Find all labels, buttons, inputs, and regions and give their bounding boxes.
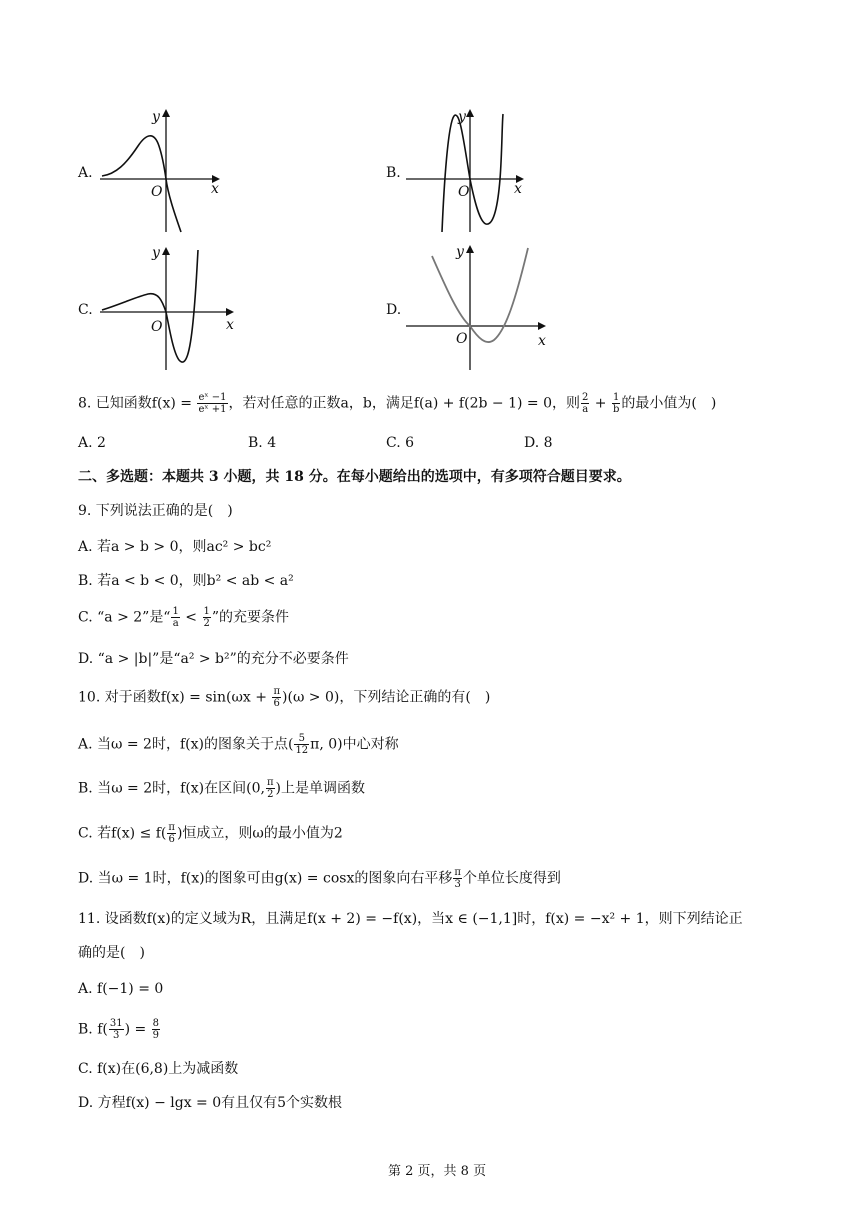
q9-stem: 9. 下列说法正确的是( )	[78, 503, 233, 519]
graph-a-y-label: y	[152, 109, 160, 125]
q10-stem-fraction	[272, 686, 281, 709]
q10-stem-fd: 6	[273, 698, 280, 709]
q11-option-d: D. 方程f(x) − lgx = 0有且仅有5个实数根	[78, 1095, 343, 1111]
q9-option-b: B. 若a < b < 0，则b² < ab < a²	[78, 573, 294, 589]
q8-option-c: C. 6	[386, 435, 415, 451]
q8-prefix: 8. 已知函数f(x) =	[78, 395, 197, 412]
q10-b-post: )上是单调函数	[275, 780, 366, 797]
q8-f2-num: 1	[613, 392, 620, 403]
q9-c-f1-den: a	[172, 618, 179, 629]
q8-plus: +	[590, 395, 611, 412]
graph-c-x-label: x	[226, 317, 234, 333]
q11-option-c: C. f(x)在(6,8)上为减函数	[78, 1061, 239, 1077]
q9-c-post: ”的充要条件	[211, 609, 290, 626]
q10-stem-fn: π	[273, 686, 281, 697]
q10-a-fd: 12	[295, 745, 309, 756]
q8-option-b: B. 4	[248, 435, 277, 451]
q10-a-post: π, 0)中心对称	[310, 736, 399, 753]
graph-b-y-label: y	[458, 109, 466, 125]
q11-option-a: A. f(−1) = 0	[78, 981, 164, 997]
q8-f1-num: 2	[581, 392, 589, 403]
q10-stem	[78, 686, 490, 709]
graph-d-y-label: y	[456, 244, 464, 260]
q8-f2-den: b	[613, 404, 620, 415]
q9-option-d: D. “a > |b|”是“a² > b²”的充分不必要条件	[78, 651, 349, 667]
q8-option-a: A. 2	[78, 435, 106, 451]
graph-c	[96, 242, 241, 374]
q10-c-fd: 6	[168, 834, 175, 845]
q10-d-post: 个单位长度得到	[462, 870, 561, 887]
q8-frac-num: eˣ −1	[198, 392, 227, 403]
graph-d	[402, 238, 552, 374]
q9-c-pre: C. “a > 2”是“	[78, 609, 171, 626]
q8-f1-den: a	[582, 404, 589, 415]
q10-option-a	[78, 733, 399, 756]
q10-b-fn: π	[266, 777, 274, 788]
q10-option-d	[78, 867, 561, 890]
graph-a-origin-label: O	[151, 184, 163, 200]
q8-frac-den: eˣ +1	[198, 404, 227, 415]
q10-b-pre: B. 当ω = 2时，f(x)在区间(0,	[78, 780, 265, 797]
graph-a-x-label: x	[211, 181, 219, 197]
graph-a-label: A.	[78, 165, 93, 181]
q10-d-fraction	[453, 867, 462, 890]
q9-c-f2-den: 2	[203, 618, 210, 629]
graph-c-y-label: y	[152, 245, 160, 261]
q10-c-post: )恒成立，则ω的最小值为2	[176, 825, 343, 842]
graph-b-origin-label: O	[458, 184, 470, 200]
q10-d-fn: π	[454, 867, 461, 878]
q8-fraction	[197, 392, 227, 415]
q11-option-b	[78, 1018, 161, 1041]
q10-d-fd: 3	[454, 879, 461, 890]
q11-b-fraction-2	[152, 1018, 160, 1041]
section-2-heading: 二、多选题：本题共 3 小题，共 18 分。在每小题给出的选项中，有多项符合题目要求。	[78, 469, 631, 485]
q9-c-mid: <	[180, 609, 202, 626]
graph-d-x-label: x	[538, 333, 546, 349]
q10-a-fraction	[294, 733, 309, 756]
q8-option-d: D. 8	[524, 435, 553, 451]
q10-c-pre: C. 若f(x) ≤ f(	[78, 825, 167, 842]
q9-c-fraction-1	[171, 606, 179, 629]
q9-c-fraction-2	[203, 606, 211, 629]
q10-a-fn: 5	[294, 733, 309, 745]
q8-fraction-1	[581, 392, 589, 415]
question-8	[78, 392, 716, 415]
graph-c-origin-label: O	[151, 319, 163, 335]
q11-b-f1-num: 31	[109, 1018, 123, 1029]
q10-b-fd: 2	[267, 789, 274, 800]
graph-a	[96, 104, 226, 236]
q11-b-f1-den: 3	[113, 1030, 120, 1041]
q11-stem-line-2: 确的是( )	[78, 945, 145, 961]
q10-c-fraction	[167, 822, 176, 845]
q8-fraction-2	[612, 392, 620, 415]
q8-suffix: 的最小值为( )	[621, 395, 717, 412]
q11-b-pre: B. f(	[78, 1021, 108, 1038]
q11-b-fraction-1	[109, 1018, 124, 1041]
q8-middle: ，若对任意的正数a，b，满足f(a) + f(2b − 1) = 0，则	[228, 395, 580, 412]
q10-a-pre: A. 当ω = 2时，f(x)的图象关于点(	[78, 736, 294, 753]
q10-b-fraction	[266, 777, 275, 800]
graph-b-x-label: x	[514, 181, 522, 197]
q10-d-pre: D. 当ω = 1时，f(x)的图象可由g(x) = cosx的图象向右平移	[78, 870, 453, 887]
q11-stem-line-1: 11. 设函数f(x)的定义域为R，且满足f(x + 2) = −f(x)，当x ∈ (−1,1]时，f(x) = −x² + 1，则下列结论正	[78, 911, 743, 927]
q9-option-a: A. 若a > b > 0，则ac² > bc²	[78, 539, 272, 555]
q9-option-c	[78, 606, 289, 629]
q10-stem-post: )(ω > 0)，下列结论正确的有( )	[282, 689, 491, 706]
graph-c-label: C.	[78, 302, 93, 318]
page-footer: 第 2 页，共 8 页	[388, 1164, 487, 1179]
graph-d-label: D.	[386, 302, 402, 318]
q9-c-f2-num: 1	[203, 606, 210, 617]
graph-b	[402, 104, 532, 236]
q10-c-fn: π	[168, 822, 175, 833]
graph-d-origin-label: O	[456, 331, 468, 347]
q10-option-b	[78, 777, 365, 800]
q11-b-f2-num: 8	[152, 1018, 160, 1029]
q11-b-f2-den: 9	[152, 1030, 160, 1041]
q10-stem-pre: 10. 对于函数f(x) = sin(ωx +	[78, 689, 272, 706]
q10-option-c	[78, 822, 343, 845]
graph-b-label: B.	[386, 165, 401, 181]
q11-b-mid: ) =	[124, 1021, 151, 1038]
q9-c-f1-num: 1	[172, 606, 179, 617]
